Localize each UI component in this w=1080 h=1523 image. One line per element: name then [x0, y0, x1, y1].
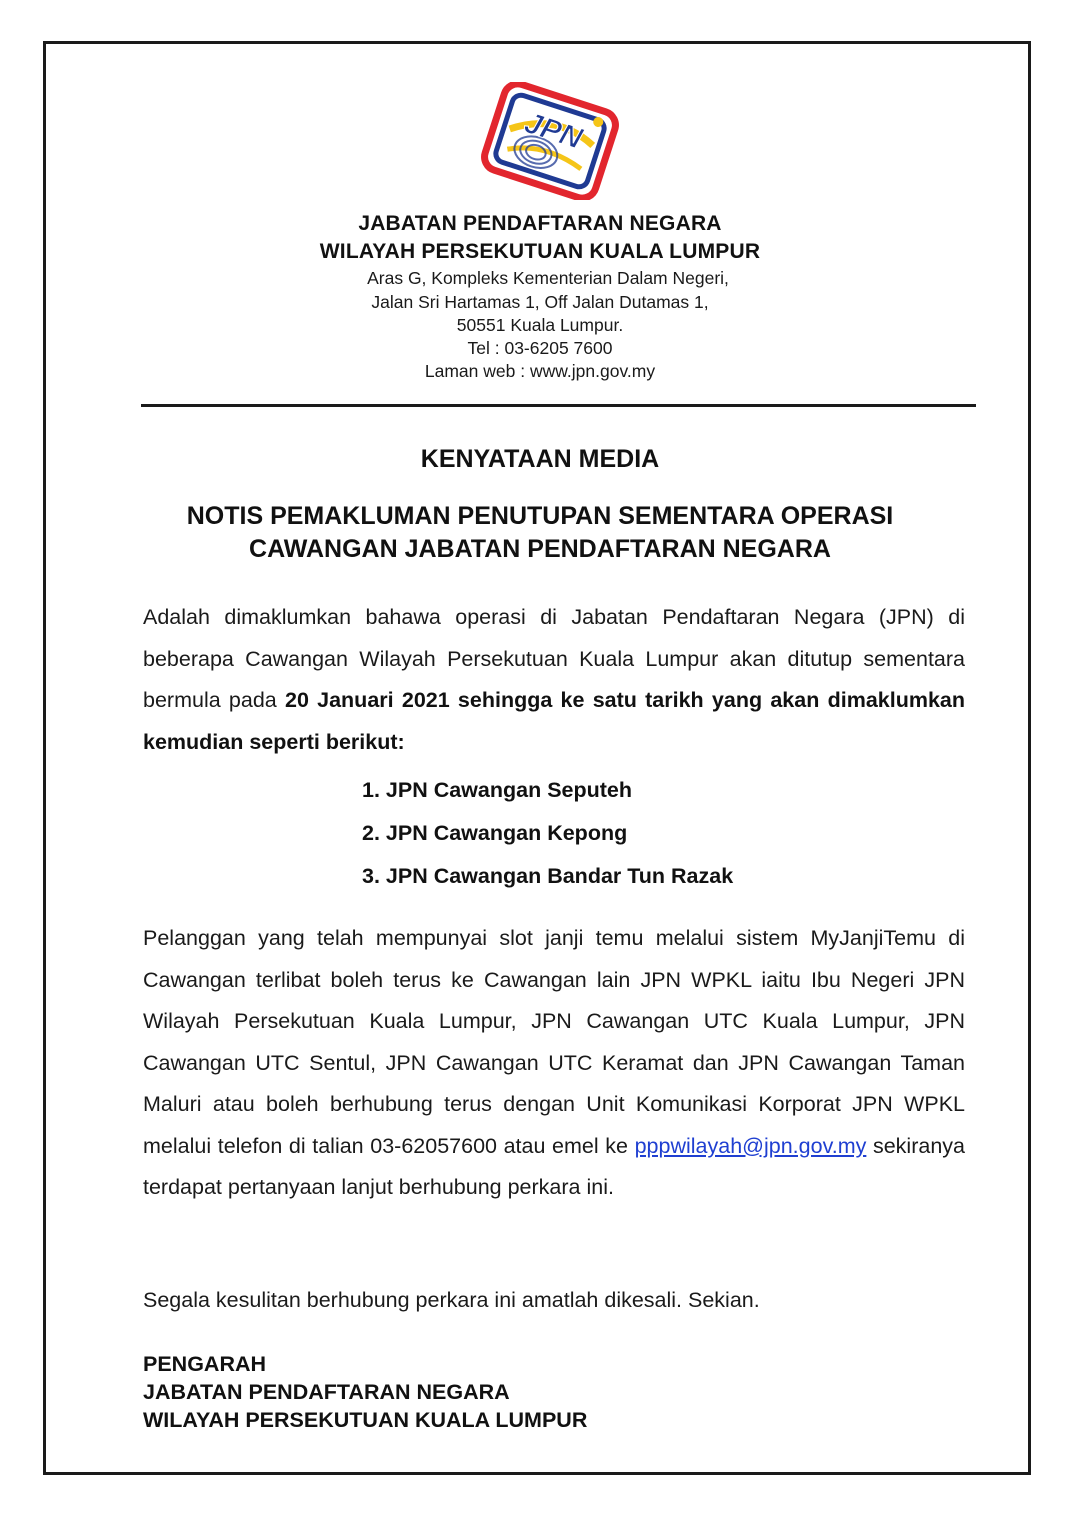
- customer-text: Pelanggan yang telah mempunyai slot janji temu melalui sistem MyJanjiTemu di Cawangan terlibat boleh terus ke Cawangan lain JPN WPKL iaitu Ibu Negeri JPN Wilayah Persekutuan Kuala Lumpur, JPN Cawangan UTC Kuala Lumpur, JPN Cawangan UTC Sentul, JPN Cawangan UTC Keramat dan JPN Cawangan Taman Maluri atau boleh berhubung terus dengan Unit Komunikasi Korporat JPN WPKL melalui telefon di talian 03-62057600 atau emel ke: [143, 926, 965, 1158]
- intro-paragraph: [143, 597, 965, 763]
- logo-text: JPN: [520, 106, 587, 156]
- notice-title-line2: CAWANGAN JABATAN PENDAFTARAN NEGARA: [249, 535, 831, 563]
- statement-heading: KENYATAAN MEDIA: [420, 445, 660, 473]
- intro-text: Adalah dimaklumkan bahawa operasi di Jabatan Pendaftaran Negara (JPN) di beberapa Cawangan Wilayah Persekutuan Kuala Lumpur akan ditutup sementara bermula pada: [143, 605, 965, 712]
- header-divider: [141, 404, 976, 407]
- jpn-logo-icon: [478, 82, 622, 200]
- address-line2: Jalan Sri Hartamas 1, Off Jalan Dutamas 1,: [371, 292, 709, 312]
- list-item: 1. JPN Cawangan Seputeh: [362, 778, 633, 802]
- list-item: 3. JPN Cawangan Bandar Tun Razak: [362, 864, 734, 888]
- intro-bold-text: 20 Januari 2021 sehingga ke satu tarikh yang akan dimaklumkan kemudian seperti berikut:: [143, 688, 965, 754]
- customer-text-end: sekiranya terdapat pertanyaan lanjut berhubung perkara ini.: [143, 1133, 965, 1199]
- signature-title: PENGARAH: [143, 1352, 267, 1376]
- email-link[interactable]: pppwilayah@jpn.gov.my: [634, 1133, 867, 1158]
- address-line1: Aras G, Kompleks Kementerian Dalam Negeri,: [367, 268, 729, 288]
- website: Laman web : www.jpn.gov.my: [424, 361, 656, 381]
- telephone: Tel : 03-6205 7600: [467, 338, 613, 358]
- address-line3: 50551 Kuala Lumpur.: [456, 315, 624, 335]
- org-name-line2: WILAYAH PERSEKUTUAN KUALA LUMPUR: [319, 240, 761, 263]
- closing-paragraph: Segala kesulitan berhubung perkara ini amatlah dikesali. Sekian.: [143, 1288, 760, 1312]
- customer-paragraph: [143, 918, 965, 1209]
- signature-org-line1: JABATAN PENDAFTARAN NEGARA: [143, 1380, 510, 1404]
- signature-org-line2: WILAYAH PERSEKUTUAN KUALA LUMPUR: [143, 1408, 588, 1432]
- branch-list: [362, 773, 733, 902]
- org-name-line1: JABATAN PENDAFTARAN NEGARA: [358, 212, 722, 235]
- notice-title-line1: NOTIS PEMAKLUMAN PENUTUPAN SEMENTARA OPERASI: [186, 502, 894, 530]
- list-item: 2. JPN Cawangan Kepong: [362, 821, 628, 845]
